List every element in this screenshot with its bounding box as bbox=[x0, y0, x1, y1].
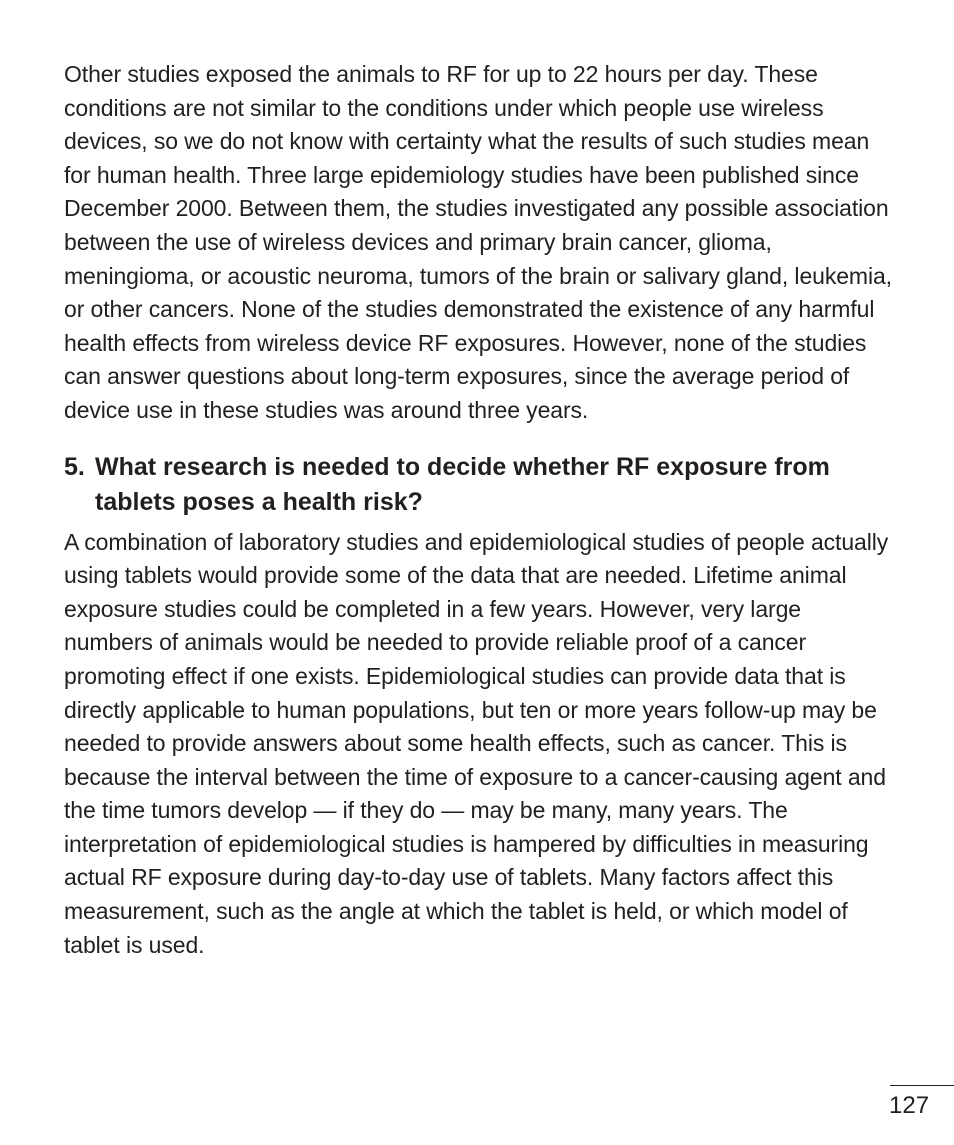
paragraph-research-needed: A combination of laboratory studies and epidemiological studies of people actually using tablets would provide some of the data that are needed. Lifetime animal exposure studies could be completed in a few years. However, very large numbers of animals would be needed to provide reliable proof of a cancer promoting effect if one exists. Epidemiological studies can provide data that is directly applicable to human populations, but ten or more years follow-up may be needed to provide answers about some health effects, such as cancer. This is because the interval between the time of exposure to a cancer-causing agent and the time tumors develop — if they do — may be many, many years. The interpretation of epidemiological studies is hampered by difficulties in measuring actual RF exposure during day-to-day use of tablets. Many factors affect this measurement, such as the angle at which the tablet is held, or which model of tablet is used. bbox=[64, 528, 889, 958]
document-body bbox=[64, 58, 894, 962]
section-title: What research is needed to decide whether RF exposure from tablets poses a health risk? bbox=[95, 452, 830, 517]
section-heading bbox=[64, 450, 894, 521]
footer-divider bbox=[890, 1085, 954, 1086]
section-number: 5. bbox=[64, 452, 85, 481]
paragraph-rf-animal-studies: Other studies exposed the animals to RF for up to 22 hours per day. These conditions are not similar to the conditions under which people use wireless devices, so we do not know with certainty what the results of such studies mean for human health. Three large epidemiology studies have been published since December 2000. Between them, the studies investigated any possible association between the use of wireless devices and primary brain cancer, glioma, meningioma, or acoustic neuroma, tumors of the brain or salivary gland, leukemia, or other cancers. None of the studies demonstrated the existence of any harmful health effects from wireless device RF exposures. However, none of the studies can answer questions about long-term exposures, since the average period of device use in these studies was around three years. bbox=[64, 61, 892, 423]
page-number: 127 bbox=[889, 1092, 930, 1119]
